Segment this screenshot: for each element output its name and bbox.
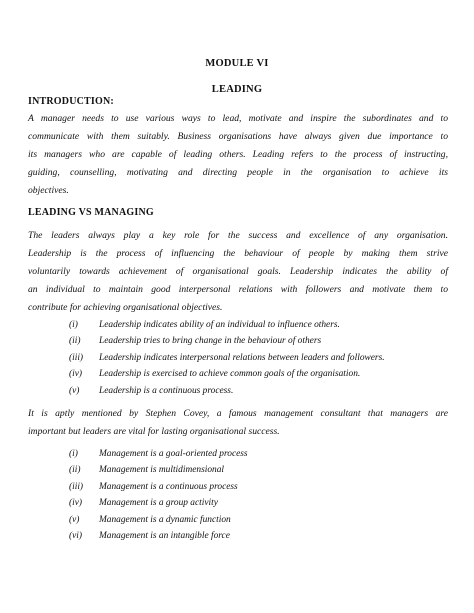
list-item — [0, 383, 474, 399]
list-item-text: Leadership is exercised to achieve common goals of the organisation. — [99, 369, 361, 380]
list-item — [0, 350, 474, 366]
introduction-paragraph — [28, 110, 448, 200]
management-points-list — [0, 446, 474, 544]
list-item-number: (i) — [69, 449, 78, 459]
paragraph-line: contribute for achieving organisational objectives. — [28, 302, 223, 313]
list-item-text: Leadership is a continuous process. — [99, 385, 234, 396]
list-item-number: (v) — [69, 514, 80, 525]
paragraph-line: A manager needs to use various ways to lead, motivate and inspire the subordinates and to — [28, 113, 448, 124]
list-item-number: (i) — [69, 320, 78, 330]
list-item-text: Management is a continuous process — [99, 481, 238, 492]
leadership-points-list — [0, 317, 474, 399]
list-item-number: (iii) — [69, 352, 84, 363]
list-item-text: Management is an intangible force — [99, 530, 230, 541]
list-item-number: (ii) — [69, 336, 81, 347]
list-item — [0, 479, 474, 495]
list-item — [0, 446, 474, 462]
paragraph-line: objectives. — [28, 185, 69, 196]
covey-paragraph — [28, 405, 448, 441]
list-item-text: Management is a group activity — [99, 498, 218, 509]
list-item-text: Leadership indicates interpersonal relations between leaders and followers. — [99, 352, 385, 363]
list-item-text: Leadership indicates ability of an individual to influence others. — [99, 320, 340, 330]
paragraph-line: communicate with them suitably. Business organisations have always given due importance to — [28, 131, 448, 142]
leading-vs-managing-heading: LEADING VS MANAGING — [28, 207, 154, 218]
leadership-paragraph — [28, 227, 448, 317]
paragraph-line: an individual to maintain good interpersonal relations with followers and motivate them to — [28, 284, 448, 295]
paragraph-line: voluntarily towards achievement of organisational goals. Leadership indicates the ability of — [28, 266, 448, 277]
list-item — [0, 462, 474, 478]
module-title: MODULE VI — [205, 58, 269, 69]
list-item-number: (ii) — [69, 465, 81, 476]
paragraph-line: important but leaders are vital for lasting organisational success. — [28, 426, 280, 437]
list-item-text: Management is a goal-oriented process — [99, 449, 248, 459]
list-item — [0, 366, 474, 382]
list-item — [0, 317, 474, 333]
module-subtitle: LEADING — [211, 84, 263, 95]
paragraph-line: its managers who are capable of leading others. Leading refers to the process of instructing, — [28, 149, 448, 160]
list-item-number: (iv) — [69, 369, 83, 380]
list-item-number: (v) — [69, 385, 80, 396]
list-item-text: Management is a dynamic function — [99, 514, 231, 525]
list-item — [0, 512, 474, 528]
list-item-number: (iv) — [69, 498, 83, 509]
list-item — [0, 495, 474, 511]
introduction-heading: INTRODUCTION: — [28, 96, 114, 107]
list-item — [0, 333, 474, 349]
list-item-text: Management is multidimensional — [99, 465, 224, 476]
paragraph-line: The leaders always play a key role for the success and excellence of any organisation. — [28, 230, 448, 241]
list-item — [0, 528, 474, 544]
paragraph-line: guiding, counselling, motivating and directing people in the organisation to achieve its — [28, 167, 448, 178]
list-item-number: (vi) — [69, 530, 83, 541]
list-item-number: (iii) — [69, 481, 84, 492]
list-item-text: Leadership tries to bring change in the behaviour of others — [99, 336, 322, 347]
paragraph-line: It is aptly mentioned by Stephen Covey, a famous management consultant that managers are — [28, 408, 448, 419]
paragraph-line: Leadership is the process of influencing the behaviour of people by making them strive — [28, 248, 448, 259]
